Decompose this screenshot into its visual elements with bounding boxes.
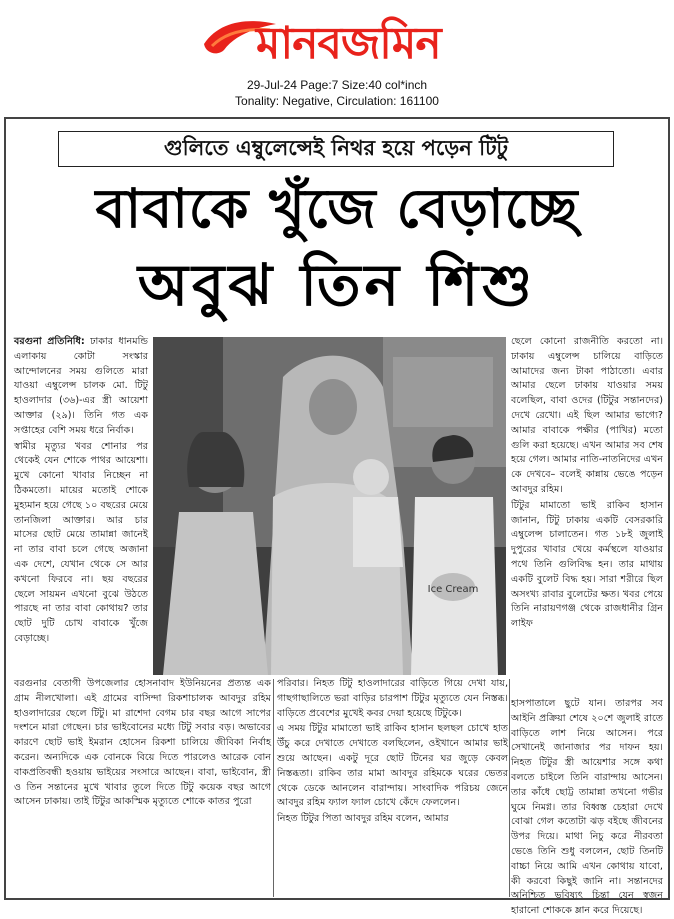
article-kicker: গুলিতে এম্বুলেন্সেই নিথর হয়ে পড়েন টিটু [58, 131, 614, 167]
paragraph: ছেলে কোনো রাজনীতি করতো না। ঢাকায় এম্বুলেন্স চালিয়ে বাড়িতে আমাদের জন্য টাকা পাঠাতো। এবার আমার ছেলে ঢাকায় যাওয়ার সময় বলেছিল, বাবা ওদের (টিটুর সন্তানদের) দেখে রেখো। এই ছিল আমার ভাগ্যে? আমার বাবাকে পক্ষীর (পাখির) মতো গুলি করা হয়েছে। এখন আমার সব শেষ হয়ে গেল। আমার নাতি-নাতনিদের এখন কে দেখবে– বলেই কান্নায় ভেঙে পড়েন আবদুর রহিম। [511, 336, 663, 495]
paragraph: টিটুর মামাতো ভাই রাকিব হাসান জানান, টিটু ঢাকায় একটি বেসরকারি এম্বুলেন্স চালাতেন। গত ১৮ই জুলাই দুপুরের খাবার খেয়ে কর্মস্থলে যাওয়ার পথে তিনি গুলিবিদ্ধ হন। তার মাথায় একটি বুলেট বিদ্ধ হয়। সারা শরীরে ছিল অসংখ্য রাবার বুলেটের ক্ষত। খবর পেয়ে তিনি নারায়ণগঞ্জ থেকে রাজধানীর গ্রিন লাইফ [511, 499, 663, 630]
headline-line-2: অবুঝ তিন শিশু [137, 251, 537, 319]
headline-line-1: বাবাকে খুঁজে বেড়াচ্ছে [95, 177, 579, 240]
newspaper-masthead [200, 6, 480, 72]
paragraph: পরিবার। নিহত টিটু হাওলাদারের বাড়িতে গিয়ে দেখা যায়, গাছগাছালিতে ভরা বাড়ির চারপাশ টিটুর মৃত্যুতে যেন নিস্তব্ধ। বাড়িতে প্রবেশের মুখেই কবর দেয়া হয়েছে টিটুকে। [277, 678, 508, 719]
article-column-right [511, 335, 663, 695]
family-photo-illustration [153, 337, 506, 675]
paragraph: হাসপাতালে ছুটে যান। তারপর সব আইনি প্রক্রিয়া শেষে ২০শে জুলাই রাতে বাড়িতে লাশ নিয়ে আসেন। পরে সেখানেই জানাজার পর দাফন হয়। নিহত টিটুর স্ত্রী আয়েশার সঙ্গে কথা বলতে চাইলে তিনি বারান্দায় আসেন। তার কাঁধে ছোট্ট তামান্না তখনো গভীর ঘুমে নিমগ্ন। তার বিধ্বস্ত চেহারা দেখে বোঝা গেল কতোটা ঝড় বইছে জীবনের উপর দিয়ে। মাথা নিচু করে নীরবতা ভেঙে তিনি শুধু বললেন, ছোট তিনটি বাচ্চা নিয়ে আমি এখন কোথায় যাবো, কী করবো কিছুই জানি না। সন্তানদের অনিশ্চিত ভবিষ্যৎ চিন্তা যেন স্বজন হারানো শোককে ম্লান করে দিয়েছে। [511, 698, 663, 917]
paragraph: বরগুনার বেতাগী উপজেলার হোসনাবাদ ইউনিয়নের প্রত্যন্ত এক গ্রাম নীলখোলা। এই গ্রামের বাসিন্দা রিকশাচালক আবদুর রহিম হাওলাদারের ছেলে টিটু। মা রাশেদা বেগম চার বছর আগে সাপের দংশনে মারা গেছেন। চার ভাইবোনের মধ্যে টিটু সবার বড়। অভাবের কারণে ছোট ভাই ইমরান হোসেন রিকশা চালিয়ে জীবিকা নির্বাহ করেন। অন্যদিকে এক বোনকে বিয়ে দিতে পারলেও আরেক বোন বাকপ্রতিবন্ধী হওয়ায় ভাইয়ের সংসারে আছেন। বাবা, ভাইবোন, স্ত্রী ও তিন সন্তানের মুখে খাবার তুলে দিতে টিটু কয়েক বছর আগে আসেন ঢাকায়। তাই টিটুর আকস্মিক মৃত্যুতে শোকে কাতর পুরো [14, 678, 271, 808]
news-clipping [4, 117, 670, 917]
column-divider [273, 679, 274, 897]
article-column-bottom-1 [14, 677, 271, 899]
article-column-bottom-2 [277, 677, 508, 899]
dateline: বরগুনা প্রতিনিধি: [14, 336, 85, 347]
article-column-bottom-3 [511, 697, 663, 917]
paragraph: স্বামীর মৃত্যুর খবর শোনার পর থেকেই যেন শোকে পাথর আয়েশা। মুখে কোনো খাবার নিচ্ছেন না ঠিকমতো। মায়ের মতোই শোকে মুহ্যমান হয়ে গেছে ১০ বছরের মেয়ে তানজিলা আক্তার। আর চার মাসের ছোট মেয়ে তামান্না জানেই না তার বাবা চলে গেছে অজানা এক দেশে, যেখান থেকে সে আর কখনো ফিরবে না। ছয় বছরের ছেলে সায়মন এখনো বুঝে উঠতে পারছে না তার বাবা কোথায়? তার ছোট দুটি চোখ বাবাকে খুঁজে বেড়াচ্ছে। [14, 440, 148, 644]
tshirt-print-text: Ice Cream [427, 584, 479, 595]
clipping-tonality-line: Tonality: Negative, Circulation: 161100 [235, 94, 439, 108]
masthead-logo-text: মানবজমিন [256, 18, 441, 69]
article-photo [153, 337, 506, 675]
clipping-meta-line: 29-Jul-24 Page:7 Size:40 col*inch [246, 78, 428, 92]
column-divider [509, 679, 510, 897]
paragraph: এ সময় টিটুর মামাতো ভাই রাকিব হাসান ছলছল চোখে হাত উঁচু করে দেখাতে দেখাতে বলছিলেন, ওইখানে আমার ভাই শুয়ে আছেন। একটু দূরে ছোট টিনের ঘর জুড়ে কেবল নিস্তব্ধতা। রাকিব তার মামা আবদুর রহিমকে ঘরের ভেতর থেকে ডেকে আনলেন বারান্দায়। সাংবাদিক পরিচয় জেনে আবদুর রহিম ফ্যাল ফ্যাল চোখে কেঁদে ফেললেন। [277, 723, 508, 809]
article-column-left [14, 335, 148, 675]
paragraph: বরগুনা প্রতিনিধি: ঢাকার ধানমন্ডি এলাকায় কোটা সংস্কার আন্দোলনের সময় গুলিতে মারা যাওয়া এম্বুলেন্স চালক মো. টিটু হাওলাদার (৩৬)-এর স্ত্রী আয়েশা আক্তার (২৯)। তিনি গত এক সপ্তাহের বেশি সময় ধরে নির্বাক। [14, 336, 148, 436]
paragraph: নিহত টিটুর পিতা আবদুর রহিম বলেন, আমার [277, 813, 449, 825]
